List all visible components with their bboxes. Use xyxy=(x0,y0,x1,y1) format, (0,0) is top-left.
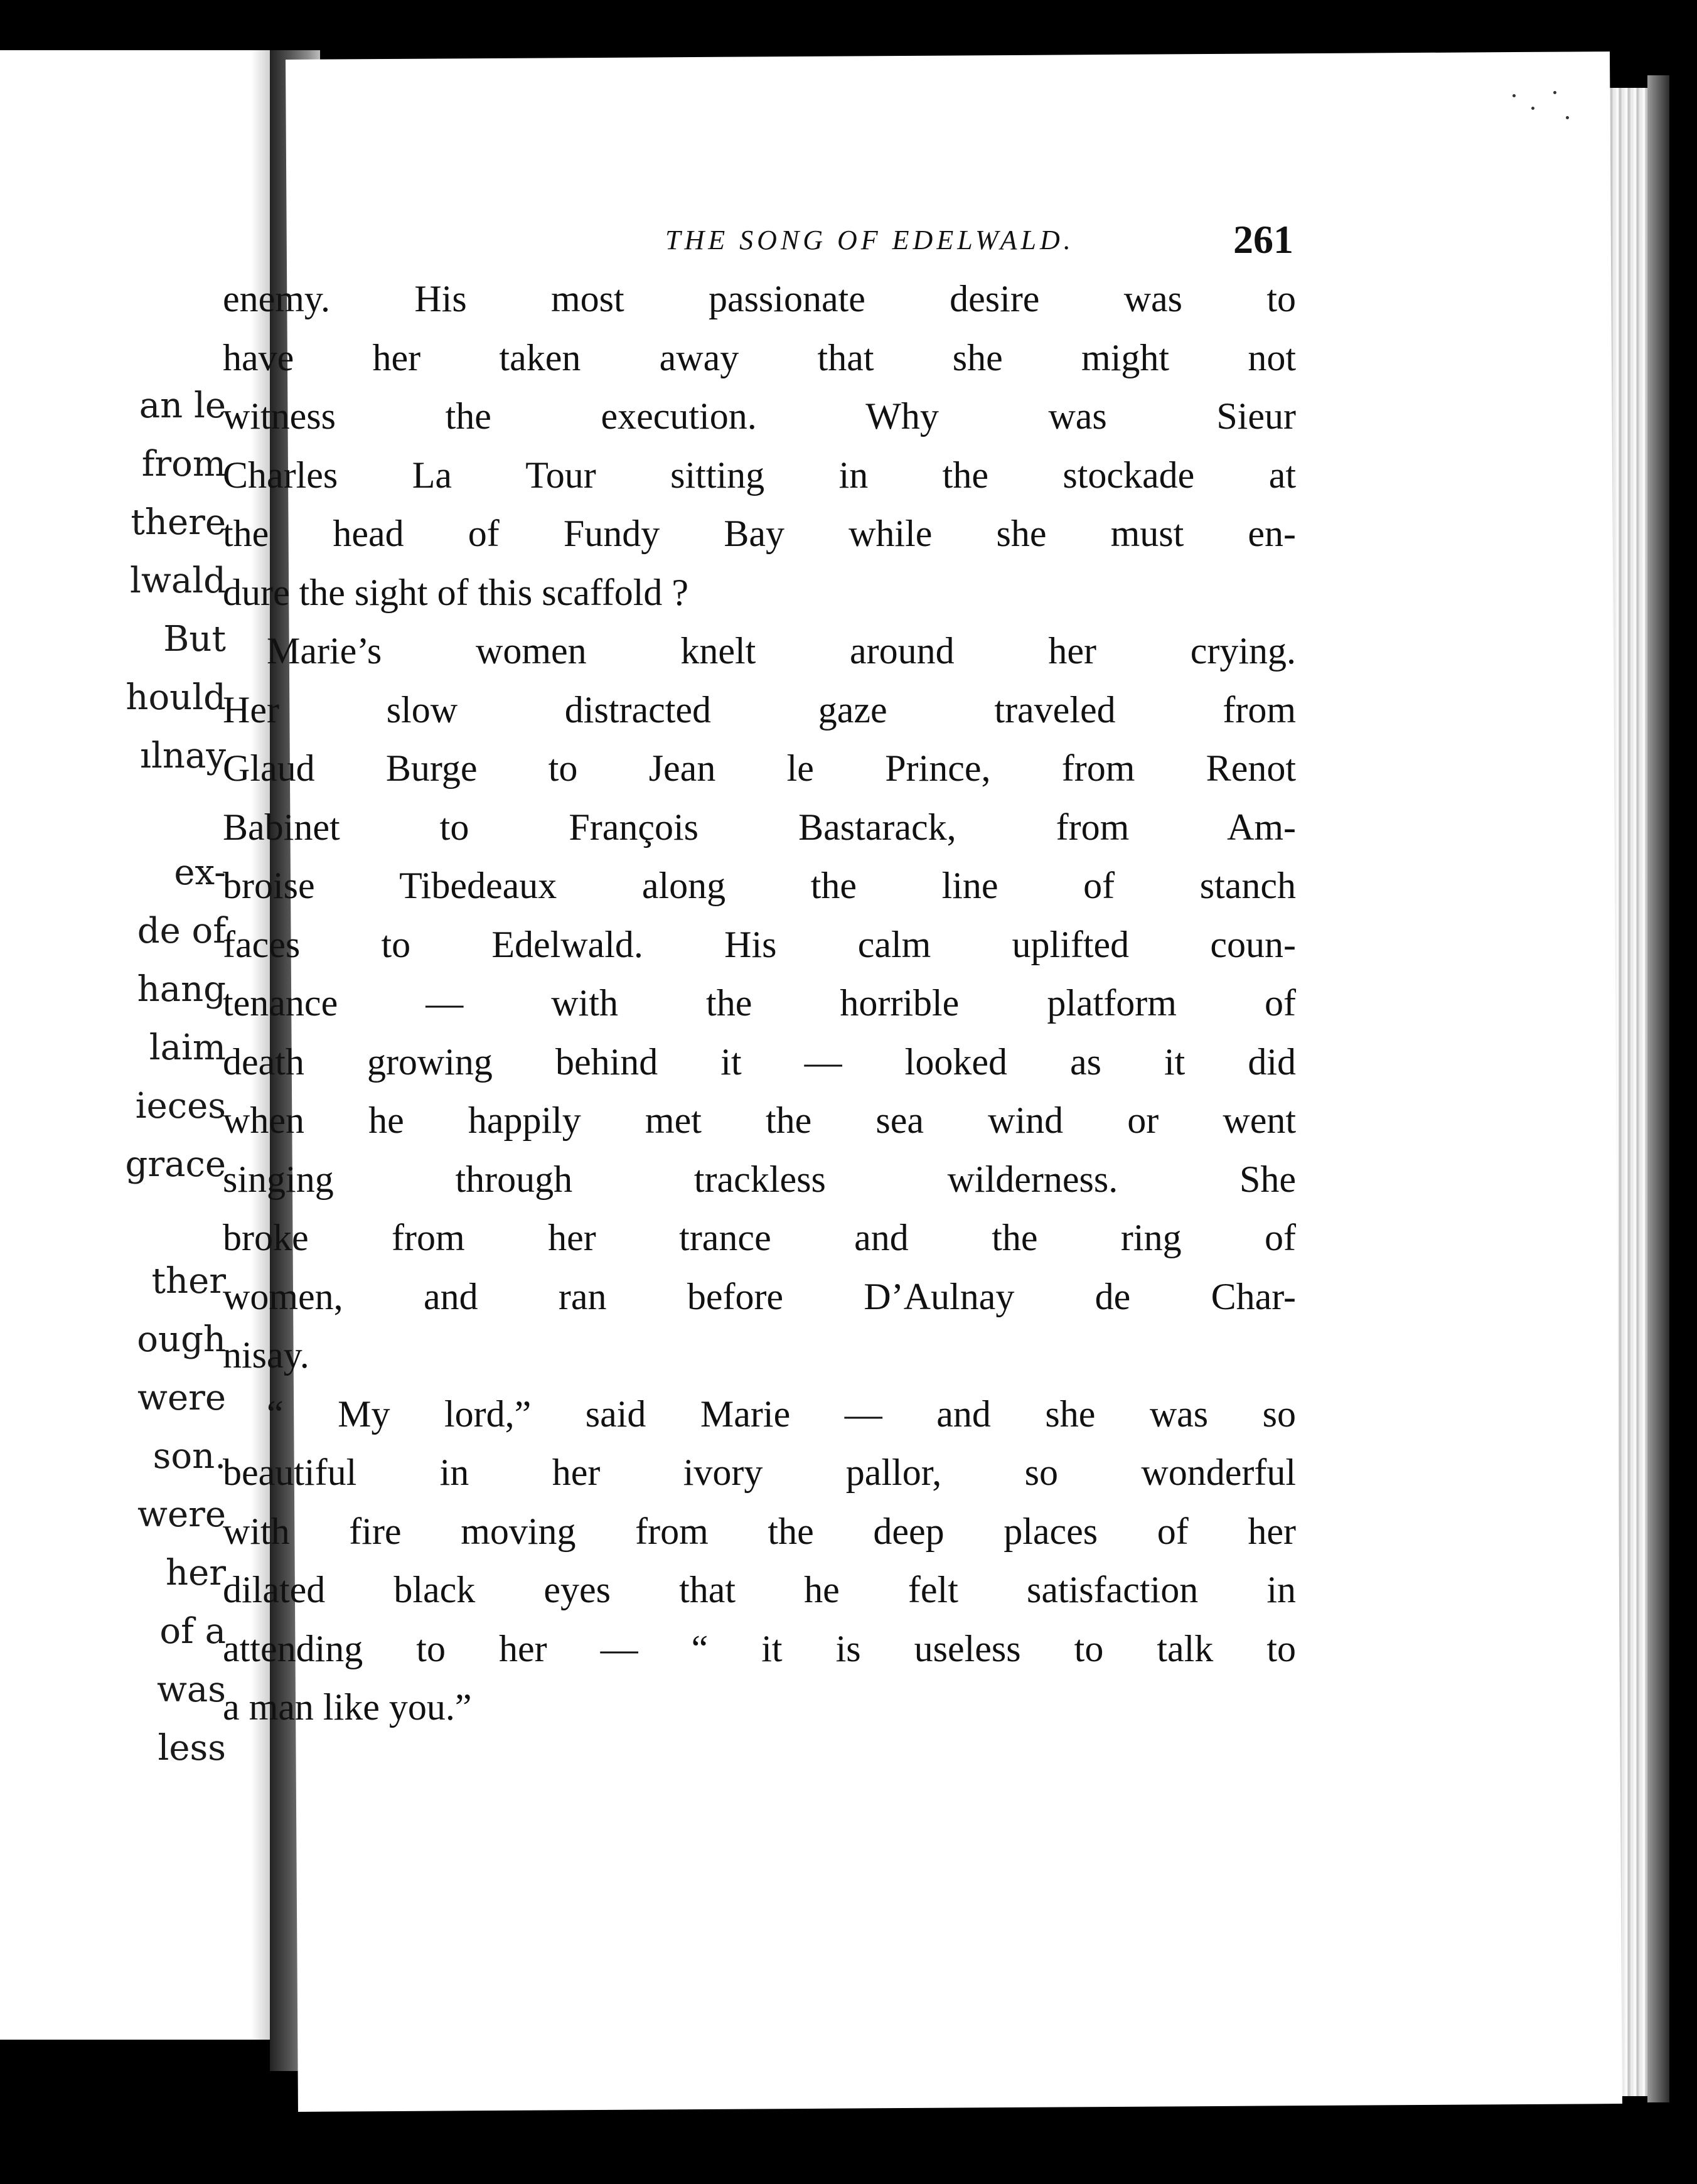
previous-page-line: ieces xyxy=(135,1086,226,1127)
text-line: have her taken away that she might not xyxy=(223,336,1296,378)
text-line: women, and ran before D’Aulnay de Char- xyxy=(223,1275,1296,1317)
previous-page-line: were xyxy=(137,1378,226,1418)
previous-page-line: from xyxy=(141,444,226,484)
previous-page-line: an le xyxy=(139,385,226,426)
text-line: a man like you.” xyxy=(223,1686,472,1728)
speck xyxy=(1531,107,1534,110)
previous-page-line: ex- xyxy=(174,852,226,893)
previous-page-line: hould xyxy=(126,677,226,718)
text-line: “ My lord,” said Marie — and she was so xyxy=(267,1393,1296,1435)
text-line: the head of Fundy Bay while she must en- xyxy=(223,513,1296,554)
text-line: Babinet to François Bastarack, from Am- xyxy=(223,806,1296,848)
previous-page-text xyxy=(125,377,226,1777)
previous-page-line: laim xyxy=(149,1027,226,1068)
previous-page-line xyxy=(125,785,226,843)
text-line: Her slow distracted gaze traveled from xyxy=(223,688,1296,731)
text-line: death growing behind it — looked as it did xyxy=(223,1041,1296,1083)
text-line: faces to Edelwald. His calm uplifted coun- xyxy=(223,923,1296,965)
text-line: dure the sight of this scaffold ? xyxy=(223,571,689,613)
text-line: singing through trackless wilderness. She xyxy=(223,1158,1296,1200)
text-line: dilated black eyes that he felt satisfaction in xyxy=(223,1569,1296,1610)
text-line: enemy. His most passionate desire was to xyxy=(223,278,1296,319)
text-line: witness the execution. Why was Sieur xyxy=(223,395,1296,437)
text-line: with fire moving from the deep places of her xyxy=(223,1510,1296,1552)
speck xyxy=(1553,91,1556,94)
page-body-text xyxy=(223,270,1296,1737)
previous-page-line: de of xyxy=(137,911,226,951)
text-line: Marie’s women knelt around her crying. xyxy=(267,630,1296,672)
previous-page-line: less xyxy=(158,1728,226,1769)
text-line: beautiful in her ivory pallor, so wonderful xyxy=(223,1452,1296,1493)
speck xyxy=(1566,116,1569,119)
previous-page-line: of a xyxy=(159,1611,226,1652)
book-cover-edge xyxy=(1647,75,1669,2102)
page-number: 261 xyxy=(1233,217,1293,262)
text-line: attending to her — “ it is useless to talk to xyxy=(223,1627,1296,1669)
previous-page-line: son. xyxy=(153,1436,226,1477)
text-line: broke from her trance and the ring of xyxy=(223,1217,1296,1258)
previous-page-line: ough xyxy=(137,1319,226,1360)
previous-page-line: was xyxy=(156,1669,226,1710)
previous-page-line: were xyxy=(137,1494,226,1535)
text-line: broise Tibedeaux along the line of stanch xyxy=(223,865,1296,906)
previous-page-line: grace xyxy=(125,1144,226,1185)
previous-page-line: ılnay xyxy=(140,736,226,776)
previous-page-line: her xyxy=(166,1553,226,1593)
text-line: when he happily met the sea wind or went xyxy=(223,1100,1296,1141)
previous-page-line: hang xyxy=(137,969,226,1010)
previous-page-line: ther xyxy=(151,1261,226,1302)
running-title: THE SONG OF EDELWALD. xyxy=(665,225,1074,255)
previous-page-line xyxy=(125,1194,226,1252)
scan-specks xyxy=(1506,88,1582,138)
previous-page-line: But xyxy=(163,619,226,660)
text-line: Glaud Burge to Jean le Prince, from Renot xyxy=(223,747,1296,789)
previous-page-line: there xyxy=(131,502,226,543)
text-line: Charles La Tour sitting in the stockade at xyxy=(223,454,1296,496)
previous-page-line: lwald xyxy=(130,560,226,601)
text-line: tenance — with the horrible platform of xyxy=(223,982,1296,1024)
speck xyxy=(1512,94,1516,97)
text-line: nisay. xyxy=(223,1334,309,1376)
